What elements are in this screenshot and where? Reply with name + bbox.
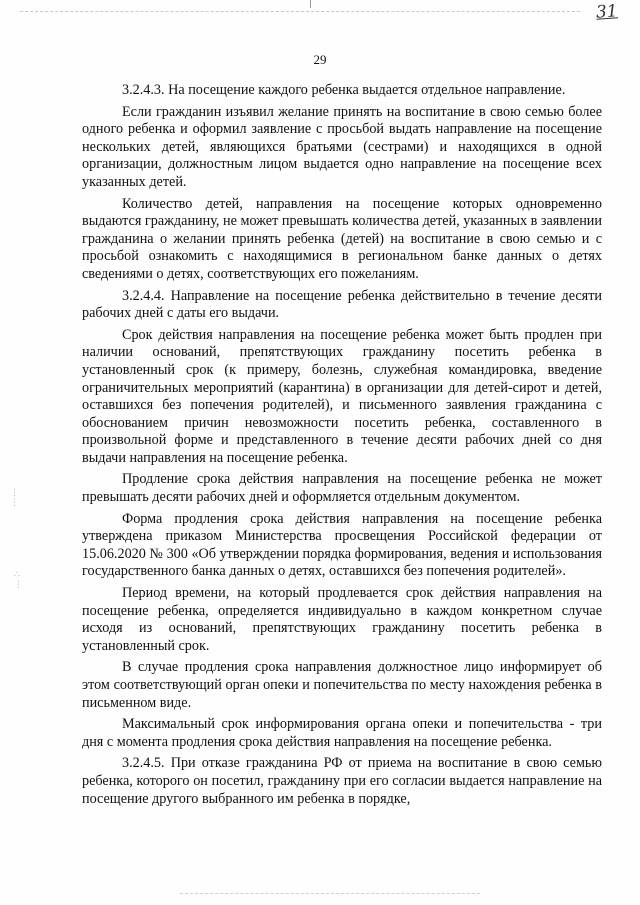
paragraph: Форма продления срока действия направления на посещение ребенка утверждена приказом Министерства просвещения Российской федерации от 15.06.2020 № 300 «Об утверждении порядка формирования, ведения и использования государственного банка данных о детях, оставшихся без попечения родителей». [82, 510, 602, 580]
paragraph: Продление срока действия направления на посещение ребенка не может превышать десяти рабочих дней и оформляется отдельным документом. [82, 471, 602, 506]
margin-scan-artifact: ∴ ⋮ [14, 570, 23, 590]
bottom-scan-line [180, 893, 480, 894]
handwritten-page-number: 31 [595, 1, 619, 23]
paragraph: 3.2.4.4. Направление на посещение ребенка действительно в течение десяти рабочих дней с даты его выдачи. [82, 287, 602, 322]
paragraph: Период времени, на который продлевается срок действия направления на посещение ребенка, определяется индивидуально в каждом конкретном случае исходя из оснований, препятствующих гражданину посетить ребенка в установленный срок. [82, 585, 602, 654]
paragraph: Количество детей, направления на посещение которых одновременно выдаются гражданину, не может превышать количества детей, указанных в заявлении гражданина о желании принять ребенка (детей) на воспитание в свою семью и с просьбой ознакомить с находящимися в региональном банке данных о детях сведениями о детях, соответствующих его пожеланиям. [82, 195, 602, 282]
top-scan-line [20, 11, 580, 12]
margin-scan-artifact: ⋮ ⋮ [10, 488, 19, 508]
paragraph: 3.2.4.3. На посещение каждого ребенка выдается отдельное направление. [122, 82, 566, 98]
paragraph: 3.2.4.5. При отказе гражданина РФ от приема на воспитание в свою семью ребенка, которого он посетил, гражданину при его согласии выдается направление на посещение другого выбранного им ребенка в порядке, [82, 755, 602, 807]
paragraph: Срок действия направления на посещение ребенка может быть продлен при наличии оснований, препятствующих гражданину посетить ребенка в установленный срок (к примеру, болезнь, служебная командировка, введение ограничительных мероприятий (карантина) в организации для детей-сирот и детей, оставшихся без попечения родителей), и письменного заявления гражданина с обоснованием причин невозможности посетить ребенка, составленного в произвольной форме и представленного в течение десяти рабочих дней со дня выдачи направления на посещение ребенка. [82, 326, 602, 466]
scan-tick-mark [310, 0, 311, 8]
document-body [82, 82, 602, 812]
paragraph: Если гражданин изъявил желание принять на воспитание в свою семью более одного ребенка и оформил заявление с просьбой выдать направление на посещение нескольких детей, являющихся братьями (сестрами) и находящихся в одной организации, должностным лицом выдается одно направление на посещение всех указанных детей. [82, 103, 602, 190]
page-number: 29 [313, 52, 327, 67]
paragraph: Максимальный срок информирования органа опеки и попечительства - три дня с момента продления срока действия направления на посещение ребенка. [82, 716, 602, 750]
paragraph: В случае продления срока направления должностное лицо информирует об этом соответствующий орган опеки и попечительства по месту нахождения ребенка в письменном виде. [82, 659, 602, 711]
